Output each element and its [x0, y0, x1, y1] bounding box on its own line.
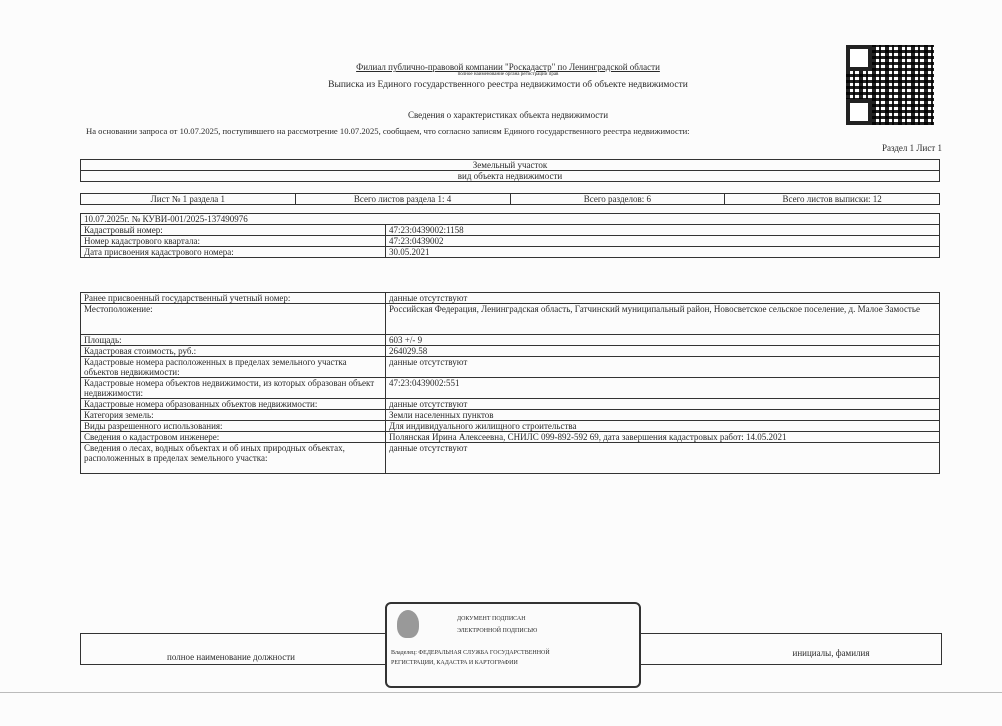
stamp-owner: Владелец: ФЕДЕРАЛЬНАЯ СЛУЖБА ГОСУДАРСТВЕННОЙ РЕГИСТРАЦИИ, КАДАСТРА И КАРТОГРАФИИ — [391, 650, 550, 666]
row-label: Сведения о кадастровом инженере: — [81, 432, 386, 443]
row-label: Кадастровая стоимость, руб.: — [81, 346, 386, 357]
row-value: Полянская Ирина Алексеевна, СНИЛС 099-892-592 69, дата завершения кадастровых работ: 14.05.2021 — [386, 432, 940, 443]
section-label: Раздел 1 Лист 1 — [881, 143, 942, 153]
emblem-icon — [397, 610, 419, 638]
row-label: Ранее присвоенный государственный учетный номер: — [81, 293, 386, 304]
table-row — [81, 225, 940, 236]
row-label: Местоположение: — [81, 304, 386, 335]
sheet-number: Лист № 1 раздела 1 — [81, 194, 296, 205]
table-row — [81, 236, 940, 247]
row-label: Площадь: — [81, 335, 386, 346]
intro-text: На основании запроса от 10.07.2025, поступившего на рассмотрение 10.07.2025, сообщаем, что согласно записям Единого государственного реестра недвижимости: — [86, 126, 690, 136]
object-type-table — [80, 159, 940, 182]
electronic-signature-stamp — [385, 602, 641, 688]
table-row — [81, 378, 940, 399]
sheets-total: Всего листов выписки: 12 — [725, 194, 940, 205]
initials-caption: инициалы, фамилия — [792, 648, 870, 658]
table-row — [81, 399, 940, 410]
stamp-line1: ДОКУМЕНТ ПОДПИСАН — [457, 616, 526, 622]
row-value: 603 +/- 9 — [386, 335, 940, 346]
scan-edge — [0, 692, 1002, 693]
org-name: Филиал публично-правовой компании "Роскадастр" по Ленинградской области — [356, 62, 660, 72]
sheets-table — [80, 193, 940, 205]
table-row — [81, 357, 940, 378]
table-row — [81, 443, 940, 474]
row-label: Кадастровый номер: — [81, 225, 386, 236]
table-row — [81, 410, 940, 421]
doc-title: Выписка из Единого государственного реестра недвижимости об объекте недвижимости — [328, 80, 688, 90]
row-label: Кадастровые номера образованных объектов недвижимости: — [81, 399, 386, 410]
row-value: данные отсутствуют — [386, 443, 940, 474]
row-label: Дата присвоения кадастрового номера: — [81, 247, 386, 258]
row-value: Российская Федерация, Ленинградская область, Гатчинский муниципальный район, Новосветское сельское поселение, д. Малое Замостье — [386, 304, 940, 335]
row-label: Категория земель: — [81, 410, 386, 421]
request-ref: 10.07.2025г. № КУВИ-001/2025-137490976 — [81, 214, 940, 225]
row-value: данные отсутствуют — [386, 357, 940, 378]
object-type: Земельный участок — [81, 160, 940, 171]
qr-code — [846, 45, 934, 125]
table-row — [81, 421, 940, 432]
sheets-in-section: Всего листов раздела 1: 4 — [295, 194, 510, 205]
table-row — [81, 304, 940, 335]
sections-total: Всего разделов: 6 — [510, 194, 725, 205]
row-value: 47:23:0439002 — [386, 236, 940, 247]
org-caption: полное наименование органа регистрации прав — [457, 72, 559, 77]
table-row — [81, 335, 940, 346]
row-label: Сведения о лесах, водных объектах и об иных природных объектах, расположенных в пределах земельного участка: — [81, 443, 386, 474]
row-value: Для индивидуального жилищного строительства — [386, 421, 940, 432]
table-row — [81, 346, 940, 357]
table-row — [81, 247, 940, 258]
row-value: 264029.58 — [386, 346, 940, 357]
row-value: 30.05.2021 — [386, 247, 940, 258]
row-value: 47:23:0439002:1158 — [386, 225, 940, 236]
object-type-caption: вид объекта недвижимости — [81, 171, 940, 182]
row-label: Номер кадастрового квартала: — [81, 236, 386, 247]
row-value: данные отсутствуют — [386, 399, 940, 410]
row-value: 47:23:0439002:551 — [386, 378, 940, 399]
row-label: Кадастровые номера расположенных в пределах земельного участка объектов недвижимости: — [81, 357, 386, 378]
row-value: Земли населенных пунктов — [386, 410, 940, 421]
doc-subtitle: Сведения о характеристиках объекта недвижимости — [407, 110, 609, 120]
characteristics-table — [80, 292, 940, 474]
table-row — [81, 432, 940, 443]
row-value: данные отсутствуют — [386, 293, 940, 304]
stamp-line2: ЭЛЕКТРОННОЙ ПОДПИСЬЮ — [457, 628, 538, 634]
row-label: Виды разрешенного использования: — [81, 421, 386, 432]
row-label: Кадастровые номера объектов недвижимости, из которых образован объект недвижимости: — [81, 378, 386, 399]
table-row — [81, 293, 940, 304]
cadastral-table — [80, 213, 940, 258]
position-caption: полное наименование должности — [167, 652, 295, 662]
